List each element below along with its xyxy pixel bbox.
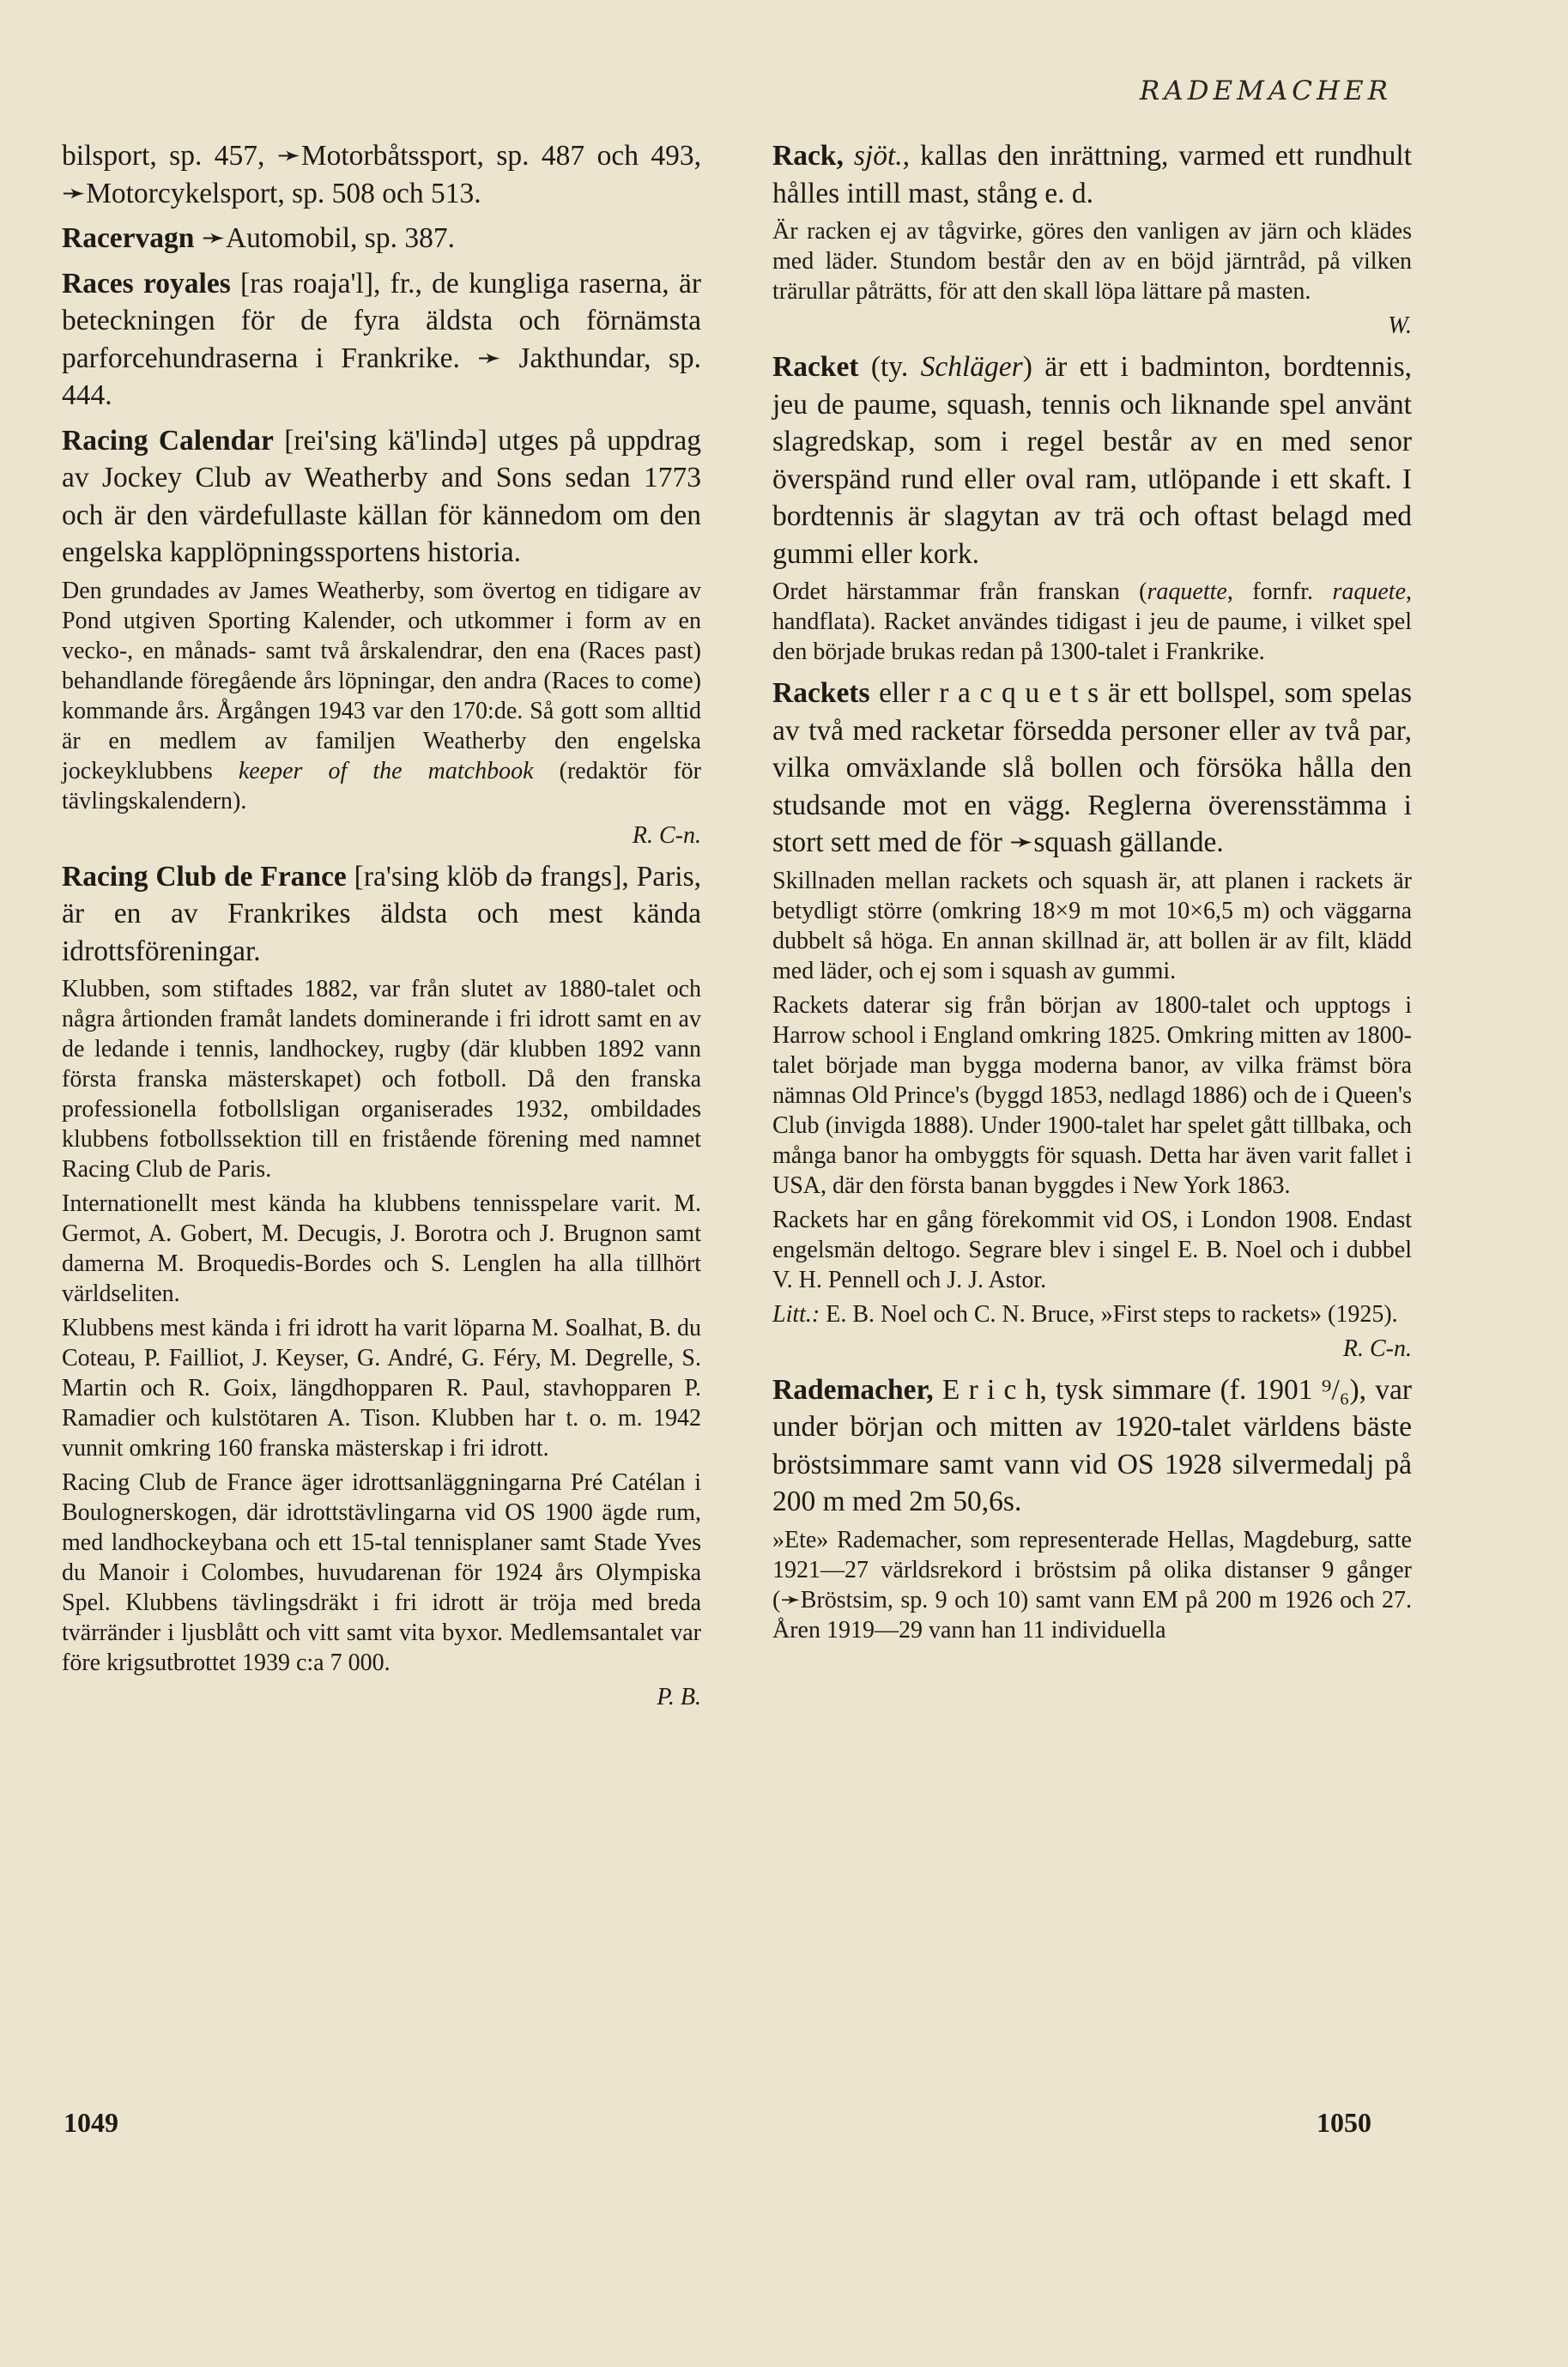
- entry-label: sjöt.,: [843, 140, 911, 172]
- entry-text: ➛Automobil, sp. 387.: [194, 222, 455, 254]
- entry-rademacher: [772, 1371, 1412, 1645]
- entry-text: [ra'sing klöb də frangs], Paris, är en av Frankrikes äldsta och mest kända idrottsföreningar.: [62, 860, 701, 967]
- headword: Rack,: [772, 140, 844, 172]
- entry-italic: Schläger: [920, 351, 1023, 383]
- detail-text: , fornfr.: [1226, 578, 1333, 605]
- continuation-paragraph: bilsport, sp. 457, ➛Motorbåtssport, sp. 487 och 493, ➛Motorcykelsport, sp. 508 och 513.: [62, 140, 701, 209]
- running-head: RADEMACHER: [1139, 76, 1392, 106]
- detail-italic: raquette: [1147, 578, 1227, 605]
- detail-text: Ordet härstammar från franskan (: [772, 578, 1147, 605]
- entry-detail: Rackets har en gång förekommit vid OS, i London 1908. Endast engelsmän deltogo. Segrare blev i singel E. B. Noel och i dubbel V. H. Pennell och J. J. Astor.: [772, 1206, 1412, 1293]
- entry-racket: [772, 348, 1412, 667]
- entry-detail: Klubben, som stiftades 1882, var från slutet av 1880-talet och några årtionden framåt landets dominerande i fri idrott samt en av de ledande i tennis, landhockey, rugby (där klubben 1892 vann första franska mästerskapet) och fotboll. Då den franska professionella fotbollsligan organiserades 1932, ombildades klubbens fotbollssektion till en fristående förening med namnet Racing Club de Paris.: [62, 976, 701, 1183]
- detail-text: (redaktör för tävlingskalendern).: [62, 757, 701, 814]
- entry-detail: Internationellt mest kända ha klubbens tennisspelare varit. M. Germot, A. Gobert, M. Decugis, J. Borotra och J. Brugnon samt damerna M. Broquedis-Bordes och S. Lenglen ha alla tillhört världseliten.: [62, 1190, 701, 1307]
- headword: Racing Calendar: [62, 424, 274, 457]
- literature-label: Litt.:: [772, 1300, 820, 1328]
- entry-detail: Är racken ej av tågvirke, göres den vanligen av järn och klädes med läder. Stundom består den av en böjd järntråd, på vilken trärullar påträtts, för att den skall löpa lättare på masten.: [772, 218, 1412, 305]
- detail-text: Den grundades av James Weatherby, som övertog en tidigare av Pond utgiven Sporting Kalender, och utkommer i form av en vecko-, en månads- samt två årskalendrar, den ena (Races past) behandlande föregående års löpningar, den andra (Races to come) kommande års. Årgången 1943 var den 170:de. Så gott som alltid är en medlem av familjen Weatherby den engelska jockeyklubbens: [62, 577, 701, 784]
- entry-rack: [772, 137, 1412, 341]
- entry-detail: Klubbens mest kända i fri idrott ha varit löparna M. Soalhat, B. du Coteau, P. Failliot, J. Keyser, G. André, G. Féry, M. Degrelle, S. Martin och R. Goix, längdhopparen R. Paul, stavhopparen P. Ramadier och kulstötaren A. Tison. Klubben har t. o. m. 1942 vunnit omkring 160 franska mästerskap i fri idrott.: [62, 1315, 701, 1462]
- page-number-right: 1050: [1317, 2107, 1371, 2138]
- literature-text: E. B. Noel och C. N. Bruce, »First steps to rackets» (1925).: [820, 1300, 1398, 1328]
- headword: Racervagn: [62, 222, 195, 254]
- headword: Racket: [772, 351, 859, 383]
- entry-text: ) är ett i badminton, bordtennis, jeu de paume, squash, tennis och liknande spel använt slagredskap, som i regel består av en med senor överspänd rund eller oval ram, utlöpande i ett skaft. I bordtennis är slagytan av trä och oftast belagd med gummi eller kork.: [772, 351, 1412, 570]
- detail-italic: raquete: [1332, 578, 1406, 605]
- right-column: [772, 137, 1412, 1653]
- entry-racervagn: [62, 220, 701, 257]
- entry-racing-calendar: [62, 422, 701, 851]
- headword: Rademacher,: [772, 1373, 934, 1406]
- headword: Racing Club de France: [62, 860, 347, 893]
- entry-text: E r i c h, tysk simmare (f. 1901 ⁹/₆), var under början och mitten av 1920-talet världens bäste bröstsimmare samt vann vid OS 1928 silvermedalj på 200 m med 2m 50,6s.: [772, 1373, 1412, 1517]
- entry-detail: Rackets daterar sig från början av 1800-talet och upptogs i Harrow school i England omkring 1825. Omkring mitten av 1800-talet började man bygga moderna banor, av vilka främst böra nämnas Old Prince's (byggd 1853, nedlagd 1886) och de i Queen's Club (invigda 1888). Under 1900-talet har spelet gått tillbaka, och många banor ha ombyggts för squash. Detta har även varit fallet i USA, där den första banan byggdes i New York 1863.: [772, 991, 1412, 1199]
- entry-rackets: [772, 675, 1412, 1364]
- author-signature: W.: [1388, 312, 1412, 339]
- author-signature: R. C-n.: [1342, 1335, 1412, 1362]
- page-number-left: 1049: [64, 2107, 118, 2138]
- entry-racing-club: [62, 858, 701, 1713]
- literature-reference: [772, 1299, 1412, 1329]
- entry-text: [rei'sing kä'lində] utges på uppdrag av Jockey Club av Weatherby and Sons sedan 1773 och är den värdefullaste källan för kännedom om den engelska kapplöpningssportens historia.: [62, 424, 701, 568]
- left-column: [62, 137, 701, 1720]
- entry-detail: »Ete» Rademacher, som representerade Hellas, Magdeburg, satte 1921—27 världsrekord i bröstsim på olika distanser 9 gånger (➛Bröstsim, sp. 9 och 10) samt vann EM på 200 m 1926 och 27. Åren 1919—29 vann han 11 individuella: [772, 1526, 1412, 1644]
- entry-detail: [772, 577, 1412, 667]
- entry-detail: [62, 576, 701, 816]
- headword: Rackets: [772, 677, 870, 709]
- author-signature: P. B.: [657, 1684, 701, 1710]
- entry-text: [ras roaja'l], fr., de kungliga raserna, är beteckningen för de fyra äldsta och förnämsta parforcehundraserna i Frankrike. ➛ Jakthundar, sp. 444.: [62, 267, 701, 411]
- detail-text: , handflata). Racket användes tidigast i jeu de paume, i vilket spel den började brukas redan på 1300-talet i Frankrike.: [772, 578, 1412, 665]
- entry-races-royales: [62, 265, 701, 415]
- entry-text: eller r a c q u e t s är ett bollspel, som spelas av två med racketar försedda personer eller av två par, vilka omväxlande slå bollen och försöka hålla den studsande mot en vägg. Reglerna överensstämma i stort sett med de för ➛squash gällande.: [772, 677, 1412, 858]
- headword: Races royales: [62, 267, 231, 300]
- author-signature: R. C-n.: [632, 821, 701, 849]
- entry-text: kallas den inrättning, varmed ett rundhult hålles intill mast, stång e. d.: [772, 140, 1413, 209]
- entry-text: (ty.: [858, 351, 921, 383]
- entry-detail: Skillnaden mellan rackets och squash är, att planen i rackets är betydligt större (omkring 18×9 m mot 10×6,5 m) och väggarna dubbelt så höga. En annan skillnad är, att bollen är av filt, klädd med läder, och ej som i squash av gummi.: [772, 867, 1412, 984]
- detail-italic: keeper of the matchbook: [238, 757, 534, 784]
- entry-detail: Racing Club de France äger idrottsanläggningarna Pré Catélan i Boulognerskogen, där idrottstävlingarna vid OS 1900 ägde rum, med landhockeybana och ett 15-tal tennisplaner samt Stade Yves du Manoir i Colombes, huvudarenan för 1924 års Olympiska Spel. Klubbens tävlingsdräkt i fri idrott är tröja med breda tvärränder i ljusblått och vitt samt vita byxor. Medlemsantalet var före krigsutbrottet 1939 c:a 7 000.: [62, 1469, 701, 1676]
